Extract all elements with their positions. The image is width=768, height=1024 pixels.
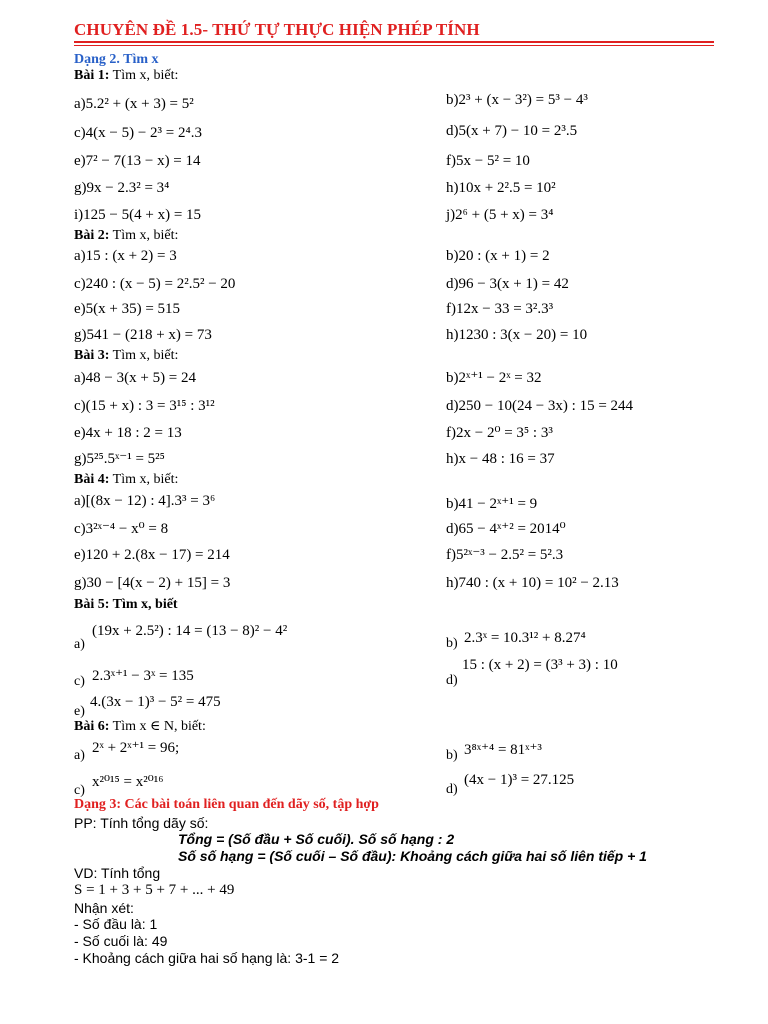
exercise-1i: i)125 − 5(4 + x) = 15 (74, 207, 202, 223)
example-heading: VD: Tính tổng (74, 865, 161, 881)
exercise-4e: e)120 + 2.(8x − 17) = 214 (74, 547, 230, 563)
exercise-4h: h)740 : (x + 10) = 10² − 2.13 (446, 575, 619, 591)
exercise-1f: f)5x − 5² = 10 (446, 153, 530, 169)
exercise-3e: e)4x + 18 : 2 = 13 (74, 425, 182, 441)
exercise-3-text: Tìm x, biết: (112, 348, 179, 363)
exercise-2-heading (74, 228, 178, 244)
exercise-6-label: Bài 6: (74, 719, 110, 734)
exercise-6b-label: b) (446, 748, 458, 763)
exercise-1c: c)4(x − 5) − 2³ = 2⁴.3 (74, 125, 202, 141)
exercise-5b: 2.3ˣ = 10.3¹² + 8.27⁴ (464, 630, 586, 646)
exercise-5d-label: d) (446, 673, 458, 688)
exercise-3h: h)x − 48 : 16 = 37 (446, 451, 555, 467)
exercise-1e: e)7² − 7(13 − x) = 14 (74, 153, 201, 169)
exercise-2b: b)20 : (x + 1) = 2 (446, 248, 550, 264)
exercise-6b: 3⁸ˣ⁺⁴ = 81ˣ⁺³ (464, 742, 542, 758)
remark-first-term: - Số đầu là: 1 (74, 916, 158, 932)
exercise-5a: (19x + 2.5²) : 14 = (13 − 8)² − 4² (92, 623, 288, 639)
exercise-3f: f)2x − 2⁰ = 3⁵ : 3³ (446, 425, 553, 441)
exercise-5-label: Bài 5: Tìm x, biết (74, 597, 178, 612)
exercise-1a: a)5.2² + (x + 3) = 5² (74, 96, 194, 112)
exercise-1g: g)9x − 2.3² = 3⁴ (74, 180, 170, 196)
exercise-6d-label: d) (446, 782, 458, 797)
exercise-2f: f)12x − 33 = 3².3³ (446, 301, 554, 317)
exercise-3a: a)48 − 3(x + 5) = 24 (74, 370, 197, 386)
exercise-5b-label: b) (446, 636, 458, 651)
exercise-2c: c)240 : (x − 5) = 2².5² − 20 (74, 276, 236, 292)
example-sum: S = 1 + 3 + 5 + 7 + ... + 49 (74, 882, 235, 898)
exercise-1-text: Tìm x, biết: (112, 68, 179, 83)
exercise-2-label: Bài 2: (74, 228, 110, 243)
exercise-6a-label: a) (74, 748, 85, 763)
exercise-2a: a)15 : (x + 2) = 3 (74, 248, 177, 264)
title-underline (74, 41, 714, 46)
exercise-2g: g)541 − (218 + x) = 73 (74, 327, 212, 343)
page-title: CHUYÊN ĐỀ 1.5- THỨ TỰ THỰC HIỆN PHÉP TÍNH (74, 20, 480, 39)
exercise-1d: d)5(x + 7) − 10 = 2³.5 (446, 123, 578, 139)
method-heading: PP: Tính tổng dãy số: (74, 815, 209, 831)
remark-last-term: - Số cuối là: 49 (74, 933, 168, 949)
exercise-6c: x²⁰¹⁵ = x²⁰¹⁶ (92, 774, 164, 790)
exercise-3d: d)250 − 10(24 − 3x) : 15 = 244 (446, 398, 634, 414)
exercise-3c: c)(15 + x) : 3 = 3¹⁵ : 3¹² (74, 398, 215, 414)
remark-step: - Khoảng cách giữa hai số hạng là: 3-1 = 2 (74, 950, 340, 966)
exercise-1-label: Bài 1: (74, 68, 110, 83)
exercise-6a: 2ˣ + 2ˣ⁺¹ = 96; (92, 740, 180, 756)
exercise-4a: a)[(8x − 12) : 4].3³ = 3⁶ (74, 493, 216, 509)
exercise-1-heading (74, 68, 178, 84)
exercise-4b: b)41 − 2ˣ⁺¹ = 9 (446, 496, 538, 512)
exercise-2h: h)1230 : 3(x − 20) = 10 (446, 327, 588, 343)
exercise-4-label: Bài 4: (74, 472, 110, 487)
exercise-5e-label: e) (74, 704, 85, 719)
exercise-5e: 4.(3x − 1)³ − 5² = 475 (90, 694, 221, 710)
exercise-4g: g)30 − [4(x − 2) + 15] = 3 (74, 575, 231, 591)
exercise-6-text: Tìm x ∈ N, biết: (112, 719, 206, 734)
section-heading-dang-2: Dạng 2. Tìm x (74, 52, 159, 67)
exercise-3g: g)5²⁵.5ˣ⁻¹ = 5²⁵ (74, 451, 165, 467)
exercise-4-text: Tìm x, biết: (112, 472, 179, 487)
exercise-4-heading (74, 472, 178, 488)
exercise-5c-label: c) (74, 674, 85, 689)
formula-sum: Tổng = (Số đầu + Số cuối). Số số hạng : 2 (178, 831, 455, 847)
exercise-1h: h)10x + 2².5 = 10² (446, 180, 556, 196)
exercise-3b: b)2ˣ⁺¹ − 2ˣ = 32 (446, 370, 542, 386)
exercise-4d: d)65 − 4ˣ⁺² = 2014⁰ (446, 521, 566, 537)
exercise-2-text: Tìm x, biết: (112, 228, 179, 243)
exercise-3-heading (74, 348, 178, 364)
exercise-5d: 15 : (x + 2) = (3³ + 3) : 10 (462, 657, 618, 673)
exercise-5-heading (74, 597, 178, 613)
exercise-2d: d)96 − 3(x + 1) = 42 (446, 276, 569, 292)
exercise-1b: b)2³ + (x − 3²) = 5³ − 4³ (446, 92, 588, 108)
exercise-6d: (4x − 1)³ = 27.125 (464, 772, 575, 788)
section-heading-dang-3: Dạng 3: Các bài toán liên quan đến dãy số, tập hợp (74, 797, 379, 812)
exercise-4c: c)3²ˣ⁻⁴ − x⁰ = 8 (74, 521, 169, 537)
exercise-6c-label: c) (74, 783, 85, 798)
exercise-5c: 2.3ˣ⁺¹ − 3ˣ = 135 (92, 668, 194, 684)
exercise-3-label: Bài 3: (74, 348, 110, 363)
exercise-4f: f)5²ˣ⁻³ − 2.5² = 5².3 (446, 547, 564, 563)
exercise-5a-label: a) (74, 637, 85, 652)
exercise-2e: e)5(x + 35) = 515 (74, 301, 181, 317)
exercise-6-heading (74, 719, 206, 735)
formula-term-count: Số số hạng = (Số cuối – Số đầu): Khoảng cách giữa hai số liên tiếp + 1 (178, 848, 647, 864)
remarks-heading: Nhận xét: (74, 900, 134, 916)
exercise-1j: j)2⁶ + (5 + x) = 3⁴ (446, 207, 554, 223)
